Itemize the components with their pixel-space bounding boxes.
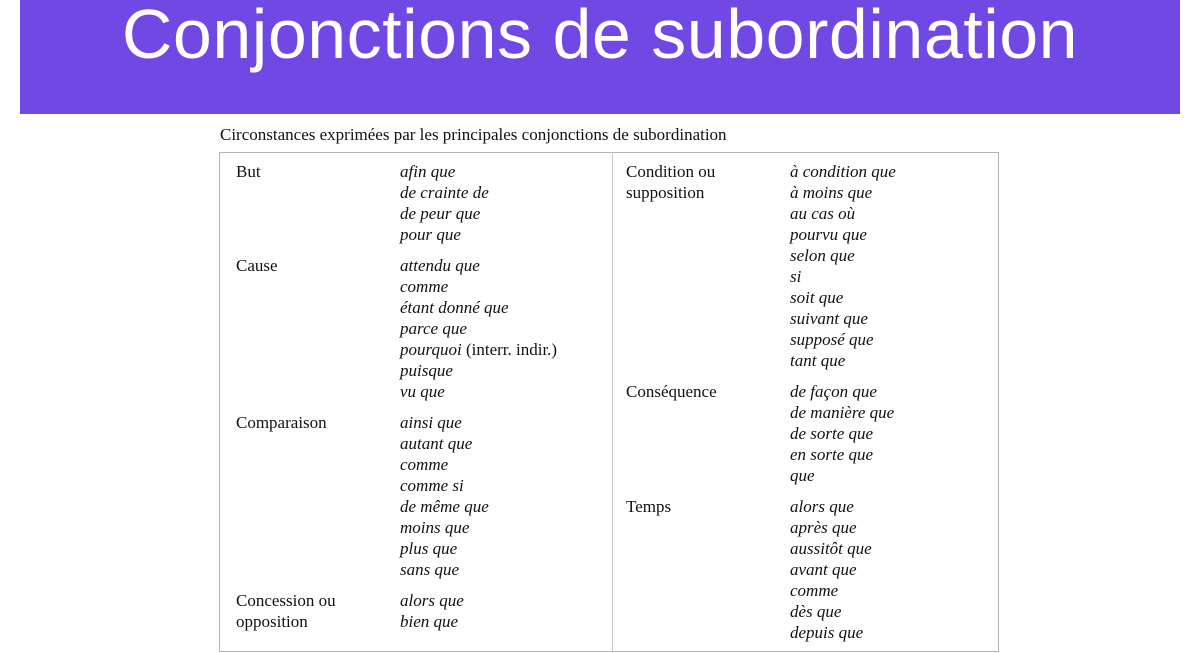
- column-divider: [612, 152, 613, 652]
- page-title: Conjonctions de subordination: [121, 0, 1079, 73]
- conjunction-list: [790, 496, 872, 643]
- conjunction-text: comme: [790, 581, 839, 600]
- category-group: [236, 255, 557, 402]
- conjunction-text: soit que: [790, 288, 844, 307]
- conjunction-list: [400, 255, 557, 402]
- conjunction-text: de crainte de: [400, 183, 489, 202]
- category-label: Temps: [626, 497, 672, 516]
- category-label: Conséquence: [626, 382, 717, 401]
- category-group: [626, 161, 896, 371]
- conjunction-text: suivant que: [790, 309, 868, 328]
- conjunction-item: [400, 255, 557, 276]
- conjunction-text: à moins que: [790, 183, 873, 202]
- conjunction-item: [400, 538, 489, 559]
- conjunction-list: [400, 590, 464, 632]
- conjunction-item: [790, 381, 894, 402]
- conjunction-note: (interr. indir.): [465, 340, 558, 359]
- conjunction-item: [790, 465, 894, 486]
- conjunction-list: [790, 381, 894, 486]
- category-label: Condition ou supposition: [626, 162, 716, 202]
- right-column: [626, 161, 896, 653]
- conjunction-item: [400, 454, 489, 475]
- category-group: [236, 590, 557, 632]
- conjunction-list: [400, 412, 489, 580]
- conjunction-text: parce que: [400, 319, 467, 338]
- conjunction-item: [400, 433, 489, 454]
- conjunction-item: [790, 444, 894, 465]
- conjunction-text: selon que: [790, 246, 855, 265]
- category-label: But: [236, 162, 261, 181]
- conjunction-text: bien que: [400, 612, 459, 631]
- conjunction-text: comme si: [400, 476, 464, 495]
- conjunction-item: [790, 601, 872, 622]
- conjunction-text: pourvu que: [790, 225, 867, 244]
- category-group: [236, 161, 557, 245]
- title-banner: [20, 0, 1180, 114]
- conjunction-text: tant que: [790, 351, 846, 370]
- conjunction-text: à condition que: [790, 162, 896, 181]
- conjunction-list: [790, 161, 896, 371]
- table-caption: Circonstances exprimées par les principales conjonctions de subordination: [220, 125, 727, 144]
- conjunction-text: de sorte que: [790, 424, 874, 443]
- conjunction-text: étant donné que: [400, 298, 509, 317]
- conjunction-item: [400, 161, 489, 182]
- conjunction-item: [790, 350, 896, 371]
- conjunction-item: [790, 580, 872, 601]
- conjunction-item: [400, 182, 489, 203]
- conjunction-item: [400, 360, 557, 381]
- conjunction-item: [400, 559, 489, 580]
- conjunction-item: [790, 423, 894, 444]
- conjunction-item: [790, 622, 872, 643]
- conjunction-text: puisque: [400, 361, 453, 380]
- conjunction-item: [400, 297, 557, 318]
- left-column: [236, 161, 557, 642]
- conjunction-item: [790, 266, 896, 287]
- conjunction-text: alors que: [790, 497, 854, 516]
- conjunction-item: [790, 496, 872, 517]
- conjunction-item: [400, 611, 464, 632]
- conjunction-text: en sorte que: [790, 445, 874, 464]
- conjunction-text: dès que: [790, 602, 842, 621]
- conjunction-text: avant que: [790, 560, 857, 579]
- conjunction-text: aussitôt que: [790, 539, 872, 558]
- category-label: Concession ou opposition: [236, 591, 336, 631]
- conjunction-item: [790, 329, 896, 350]
- conjunction-text: si: [790, 267, 802, 286]
- category-label: Comparaison: [236, 413, 327, 432]
- conjunction-item: [400, 203, 489, 224]
- conjunction-item: [790, 517, 872, 538]
- conjunction-text: ainsi que: [400, 413, 462, 432]
- conjunction-item: [790, 559, 872, 580]
- category-group: [236, 412, 557, 580]
- conjunction-item: [790, 203, 896, 224]
- conjunction-item: [790, 308, 896, 329]
- conjunction-item: [790, 402, 894, 423]
- conjunction-text: de manière que: [790, 403, 895, 422]
- conjunction-item: [400, 496, 489, 517]
- conjunction-item: [400, 318, 557, 339]
- category-group: [626, 496, 896, 643]
- conjunction-item: [400, 381, 557, 402]
- conjunction-text: que: [790, 466, 815, 485]
- conjunction-item: [790, 245, 896, 266]
- conjunction-text: supposé que: [790, 330, 874, 349]
- conjunction-item: [790, 182, 896, 203]
- conjunction-item: [790, 287, 896, 308]
- conjunction-text: afin que: [400, 162, 456, 181]
- conjunction-text: moins que: [400, 518, 470, 537]
- conjunction-list: [400, 161, 489, 245]
- conjunction-item: [400, 412, 489, 433]
- conjunction-item: [400, 339, 557, 360]
- category-group: [626, 381, 896, 486]
- conjunction-text: pourquoi: [400, 340, 462, 359]
- category-label: Cause: [236, 256, 278, 275]
- conjunction-text: de façon que: [790, 382, 877, 401]
- conjunction-text: comme: [400, 277, 449, 296]
- conjunction-text: pour que: [400, 225, 461, 244]
- conjunction-text: de peur que: [400, 204, 481, 223]
- conjunction-text: après que: [790, 518, 857, 537]
- conjunction-text: depuis que: [790, 623, 864, 642]
- conjunction-item: [790, 161, 896, 182]
- conjunction-text: plus que: [400, 539, 458, 558]
- conjunction-item: [790, 538, 872, 559]
- conjunction-item: [400, 276, 557, 297]
- conjunction-text: vu que: [400, 382, 445, 401]
- conjunction-text: alors que: [400, 591, 464, 610]
- conjunction-item: [400, 517, 489, 538]
- conjunction-text: sans que: [400, 560, 460, 579]
- conjunction-text: autant que: [400, 434, 473, 453]
- conjunction-text: comme: [400, 455, 449, 474]
- conjunction-text: de même que: [400, 497, 489, 516]
- conjunction-text: attendu que: [400, 256, 480, 275]
- conjunction-item: [790, 224, 896, 245]
- conjunction-item: [400, 475, 489, 496]
- conjunction-item: [400, 224, 489, 245]
- conjunction-text: au cas où: [790, 204, 856, 223]
- conjunction-item: [400, 590, 464, 611]
